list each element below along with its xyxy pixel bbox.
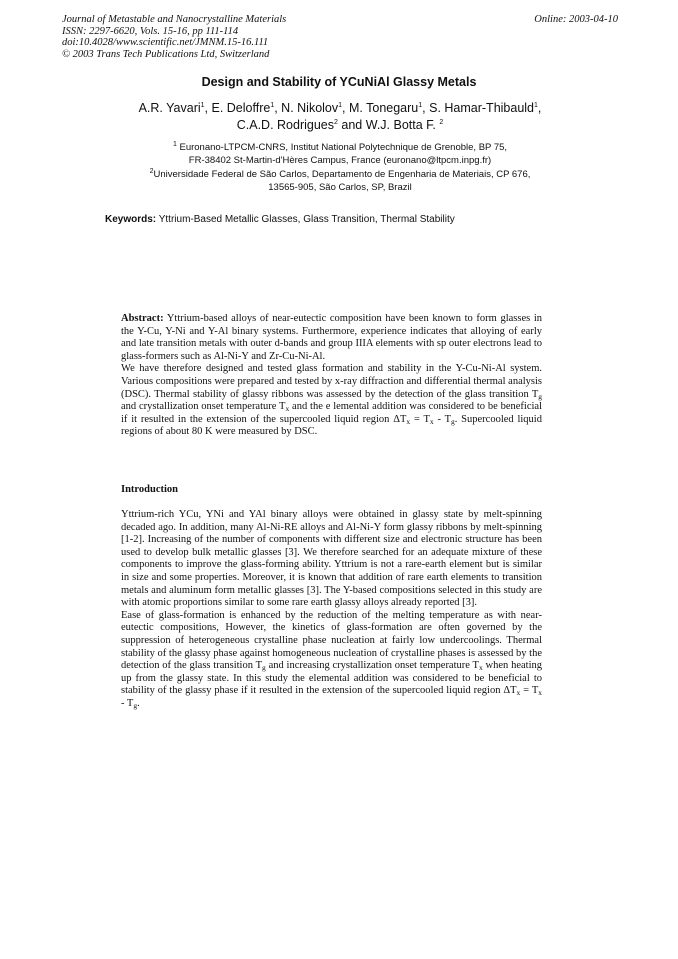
author-name: and W.J. Botta F.	[337, 118, 436, 132]
abstract-text: . Supercooled liquid regions of about 80 K were measured by DSC.	[121, 413, 542, 438]
affil-mark: 2	[334, 118, 338, 126]
abstract-text: Yttrium-based alloys of near-eutectic composition have been known to form glasses in the Y-Cu, Y-Ni and Y-Al binary systems. Furthermore, experience indicates that alloying of early and late transition metals with outer d-bands and group IIIA elements with sp outer electrons lead to glass-formers such as Al-Ni-Y and Zr-Cu-Ni-Al.	[121, 313, 542, 362]
subscript: x	[285, 404, 290, 414]
author-name: , M. Tonegaru	[342, 101, 419, 115]
intro-text: and increasing crystallization onset temperature T	[265, 660, 479, 672]
author-name: C.A.D. Rodrigues	[236, 118, 334, 132]
affil-mark: 1	[338, 101, 343, 109]
author-name: , S. Hamar-Thibauld	[422, 101, 535, 115]
author-list	[90, 100, 590, 134]
affil-mark: 1	[418, 101, 423, 109]
subscript: g	[133, 700, 138, 710]
abstract-text: - T	[433, 413, 451, 425]
affil-number: 2	[149, 167, 154, 175]
author-sep: ,	[537, 101, 542, 115]
keywords-text: Yttrium-Based Metallic Glasses, Glass Transition, Thermal Stability	[156, 214, 455, 225]
subscript: x	[478, 663, 483, 673]
intro-paragraph-1: Yttrium-rich YCu, YNi and YAl binary alloys were obtained in glassy state by melt-spinning decaded ago. In addition, many Al-Ni-RE alloys and Al-Ni-Y form glassy ribbons by melt-spinning [1-2]. Increasing of the number of components with different size and electronic structure has been used to develop bulk metallic glasses [3]. We therefore searched for an adequate mixture of these components to improve the glass-forming ability. Yttrium is not a rare-earth element but is similar in size and some properties. Moreover, it is known that addition of rare earth elements to transition metals and aluminum form metallic glasses [3]. The Y-based compositions selected in this study are with atomic proportions similar to some rare earth glassy alloys already reported [3].	[121, 509, 542, 609]
issn-line: ISSN: 2297-6620, Vols. 15-16, pp 111-114	[62, 25, 239, 37]
intro-text: - T	[121, 697, 134, 709]
author-name: A.R. Yavari	[138, 101, 201, 115]
subscript: g	[262, 663, 266, 673]
introduction-section	[121, 509, 542, 711]
affil-text: Universidade Federal de São Carlos, Departamento de Engenharia de Materiais, CP 676,	[153, 169, 531, 180]
affiliation-1	[80, 142, 600, 167]
subscript: x	[516, 688, 521, 698]
intro-text: Ease of glass-formation is enhanced by the reduction of the melting temperature as with near-eutectic compositions, However, the kinetics of glass-formation are often governed by the suppression of heterogeneous crystalline phase nucleation at fairly low undercoolings. Thermal stability of the glassy phase against homogeneous nucleation of crystalline phases is assessed by the detection of the glass transition T	[121, 609, 542, 672]
abstract-paragraph-1	[121, 313, 542, 363]
intro-text: = T	[520, 685, 539, 697]
subscript: x	[429, 416, 434, 426]
keywords-line	[105, 214, 455, 225]
abstract-text: We have therefore designed and tested glass formation and stability in the Y-Cu-Ni-Al system. Various compositions were prepared and tested by x-ray diffraction and differential thermal analysis (DSC). Thermal stability of glassy ribbons was assessed by the detection of the glass transition T	[121, 363, 542, 400]
online-date: Online: 2003-04-10	[534, 14, 618, 25]
copyright-line: © 2003 Trans Tech Publications Ltd, Switzerland	[62, 48, 270, 60]
abstract-text: and the e lemental addition was considered to be beneficial if it resulted in the extension of the supercooled liquid region ΔT	[121, 401, 542, 425]
affil-mark: 1	[270, 101, 275, 109]
intro-paragraph-2	[121, 610, 542, 711]
abstract-paragraph-2	[121, 363, 542, 439]
intro-text: when heating up from the glassy state. In this study the elemental addition was considered to be beneficial to stability of the glassy phase if it resulted in the extension of the supercooled liquid region ΔT	[121, 660, 542, 697]
section-heading: Introduction	[121, 484, 178, 495]
intro-text: .	[137, 697, 140, 709]
abstract-text: = T	[410, 413, 430, 425]
keywords-label: Keywords:	[105, 214, 157, 225]
author-name: , E. Deloffre	[204, 101, 271, 115]
subscript: x	[538, 688, 542, 698]
journal-name: Journal of Metastable and Nanocrystalline Materials	[62, 14, 287, 25]
abstract-text: and crystallization onset temperature T	[121, 401, 286, 413]
abstract-label: Abstract:	[121, 313, 164, 324]
subscript: x	[406, 416, 411, 426]
affil-mark: 1	[534, 101, 538, 109]
subscript: g	[538, 391, 542, 401]
affil-number: 1	[172, 140, 177, 148]
affil-mark: 2	[439, 118, 444, 126]
abstract-section	[121, 313, 542, 439]
paper-title: Design and Stability of YCuNiAl Glassy Metals	[201, 75, 477, 89]
subscript: g	[451, 416, 455, 426]
doi-line: doi:10.4028/www.scientific.net/JMNM.15-16.111	[62, 37, 269, 48]
affil-text: FR-38402 St-Martin-d'Hères Campus, France (euronano@ltpcm.inpg.fr)	[188, 154, 492, 166]
affiliation-2	[80, 169, 600, 194]
affil-text: 13565-905, São Carlos, SP, Brazil	[268, 181, 412, 193]
author-name: , N. Nikolov	[274, 101, 339, 115]
journal-header	[62, 14, 286, 60]
affil-text: Euronano-LTPCM-CNRS, Institut National Polytechnique de Grenoble, BP 75,	[176, 142, 508, 153]
affil-mark: 1	[200, 101, 205, 109]
